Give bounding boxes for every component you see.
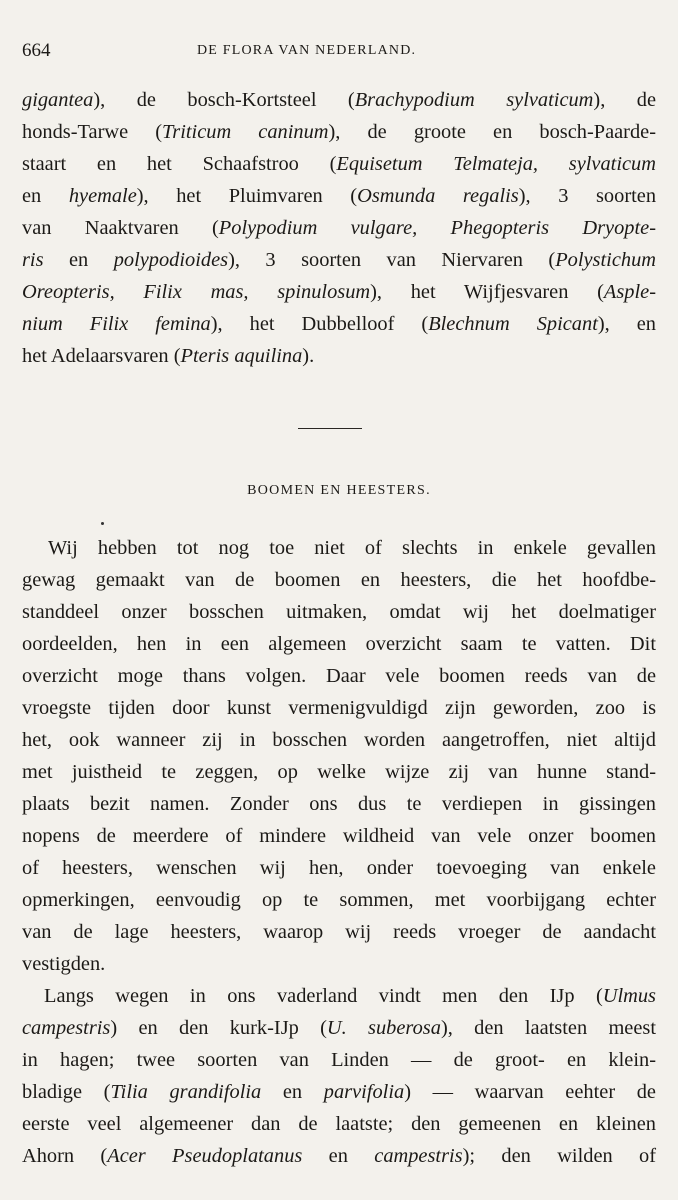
section-heading: BOOMEN EN HEESTERS. <box>247 483 431 498</box>
text-line <box>22 1017 656 1051</box>
text-run: ), en <box>597 313 656 335</box>
text-line <box>22 697 656 731</box>
text-run: van de lage heesters, waarop wij reeds vroeger de aandacht <box>22 921 656 943</box>
latin-name-text: Tilia grandifolia <box>110 1081 262 1103</box>
text-line <box>22 1081 656 1115</box>
latin-name-text: nium Filix femina <box>22 313 211 335</box>
latin-name-text: polypodioides <box>113 249 229 271</box>
text-line <box>22 1113 656 1147</box>
text-run: gewag gemaakt van de boomen en heesters, die het hoofdbe- <box>22 569 656 591</box>
latin-name-text: Brachypodium sylvaticum <box>354 89 594 111</box>
text-run: opmerkingen, eenvoudig op te sommen, met voorbijgang echter <box>22 889 656 911</box>
text-line <box>22 793 656 827</box>
latin-name-text: ris <box>22 249 44 271</box>
text-run: of heesters, wenschen wij hen, onder toevoeging van enkele <box>22 857 656 879</box>
text-run: het Adelaarsvaren ( <box>22 345 181 367</box>
text-line <box>22 857 656 891</box>
text-run: ), 3 soorten van Niervaren ( <box>228 249 556 271</box>
latin-name-text: campestris <box>22 1017 111 1039</box>
text-run: in hagen; twee soorten van Linden — de groot- en klein- <box>22 1049 656 1071</box>
latin-name-text: U. suberosa <box>326 1017 441 1039</box>
text-run: eerste veel algemeener dan de laatste; den gemeenen en kleinen <box>22 1113 656 1135</box>
text-run: plaats bezit namen. Zonder ons dus te verdiepen in gissingen <box>22 793 656 815</box>
text-run: ), de <box>593 89 656 111</box>
text-line <box>22 953 656 987</box>
text-line <box>22 889 656 923</box>
text-run: vroegste tijden door kunst vermenigvuldigd zijn geworden, zoo is <box>22 697 656 719</box>
text-run: nopens de meerdere of mindere wildheid van vele onzer boomen <box>22 825 656 847</box>
latin-name-text: Pteris aquilina <box>180 345 303 367</box>
text-run: Langs wegen in ons vaderland vindt men den IJp ( <box>44 985 603 1007</box>
text-line <box>22 825 656 859</box>
text-run: overzicht moge thans volgen. Daar vele boomen reeds van de <box>22 665 656 687</box>
text-run: ), het Wijfjesvaren ( <box>370 281 604 303</box>
text-run: met juistheid te zeggen, op welke wijze zij van hunne stand- <box>22 761 656 783</box>
text-run: Ahorn ( <box>22 1145 108 1167</box>
text-line <box>22 153 656 187</box>
latin-name-text: hyemale <box>68 185 137 207</box>
latin-name-text: Ulmus <box>602 985 656 1007</box>
text-run: ), het Dubbelloof ( <box>210 313 429 335</box>
page-number: 664 <box>22 40 51 61</box>
text-run: bladige ( <box>22 1081 111 1103</box>
text-line <box>22 345 656 379</box>
text-run: het, ook wanneer zij in bosschen worden aangetroffen, niet altijd <box>22 729 656 751</box>
latin-name-text: campestris <box>374 1145 463 1167</box>
text-line <box>22 633 656 667</box>
text-run: ). <box>302 345 315 367</box>
text-line <box>22 313 656 347</box>
latin-name-text: Triticum caninum <box>162 121 329 143</box>
text-run: honds-Tarwe ( <box>22 121 163 143</box>
latin-name-text: parvifolia <box>323 1081 405 1103</box>
latin-name-text: Asple- <box>603 281 656 303</box>
text-run: ) en den kurk-IJp ( <box>110 1017 327 1039</box>
text-run: ), 3 soorten <box>518 185 657 207</box>
text-run: ) — waarvan eehter de <box>404 1081 656 1103</box>
text-run: oordeelden, hen in een algemeen overzicht saam te vatten. Dit <box>22 633 656 655</box>
page-header <box>22 38 652 66</box>
text-line <box>22 281 656 315</box>
latin-name-text: Blechnum Spicant <box>428 313 598 335</box>
text-run: Wij hebben tot nog toe niet of slechts in enkele gevallen <box>48 537 656 559</box>
text-line <box>22 1145 656 1179</box>
text-run: ), de groote en bosch-Paarde- <box>328 121 657 143</box>
text-run: staart en het Schaafstroo ( <box>22 153 337 175</box>
text-line <box>22 569 656 603</box>
latin-name-text: Polystichum <box>555 249 656 271</box>
text-run: ); den wilden of <box>462 1145 657 1167</box>
ink-speck <box>101 522 104 525</box>
running-title: DE FLORA VAN NEDERLAND. <box>197 43 417 58</box>
text-run: en <box>22 185 69 207</box>
text-line <box>22 185 656 219</box>
text-line <box>44 985 656 1019</box>
latin-name-text: Osmunda regalis <box>357 185 519 207</box>
section-divider <box>298 428 362 429</box>
text-run: standdeel onzer bosschen uitmaken, omdat wij het doelmatiger <box>22 601 656 623</box>
text-line <box>22 89 656 123</box>
latin-name-text: Equisetum Telmateja, sylvaticum <box>336 153 656 175</box>
latin-name-text: Oreopteris, Filix mas, spinulosum <box>22 281 371 303</box>
text-run: van Naaktvaren ( <box>22 217 219 239</box>
text-line <box>22 249 656 283</box>
text-run: en <box>302 1145 375 1167</box>
text-line <box>22 121 656 155</box>
text-run: en <box>261 1081 324 1103</box>
text-run: vestigden. <box>22 953 106 975</box>
latin-name-text: gigantea <box>22 89 94 111</box>
text-run: ), den laatsten meest <box>440 1017 657 1039</box>
text-line <box>48 537 656 571</box>
text-run: ), de bosch-Kortsteel ( <box>93 89 355 111</box>
text-line <box>22 217 656 251</box>
text-line <box>22 665 656 699</box>
text-line <box>22 921 656 955</box>
text-line <box>22 601 656 635</box>
text-line <box>22 761 656 795</box>
text-run: ), het Pluimvaren ( <box>136 185 358 207</box>
latin-name-text: Polypodium vulgare, Phegopteris Dryopte- <box>218 217 656 239</box>
text-line <box>22 729 656 763</box>
text-run: en <box>43 249 114 271</box>
text-line <box>22 1049 656 1083</box>
latin-name-text: Acer Pseudoplatanus <box>107 1145 303 1167</box>
